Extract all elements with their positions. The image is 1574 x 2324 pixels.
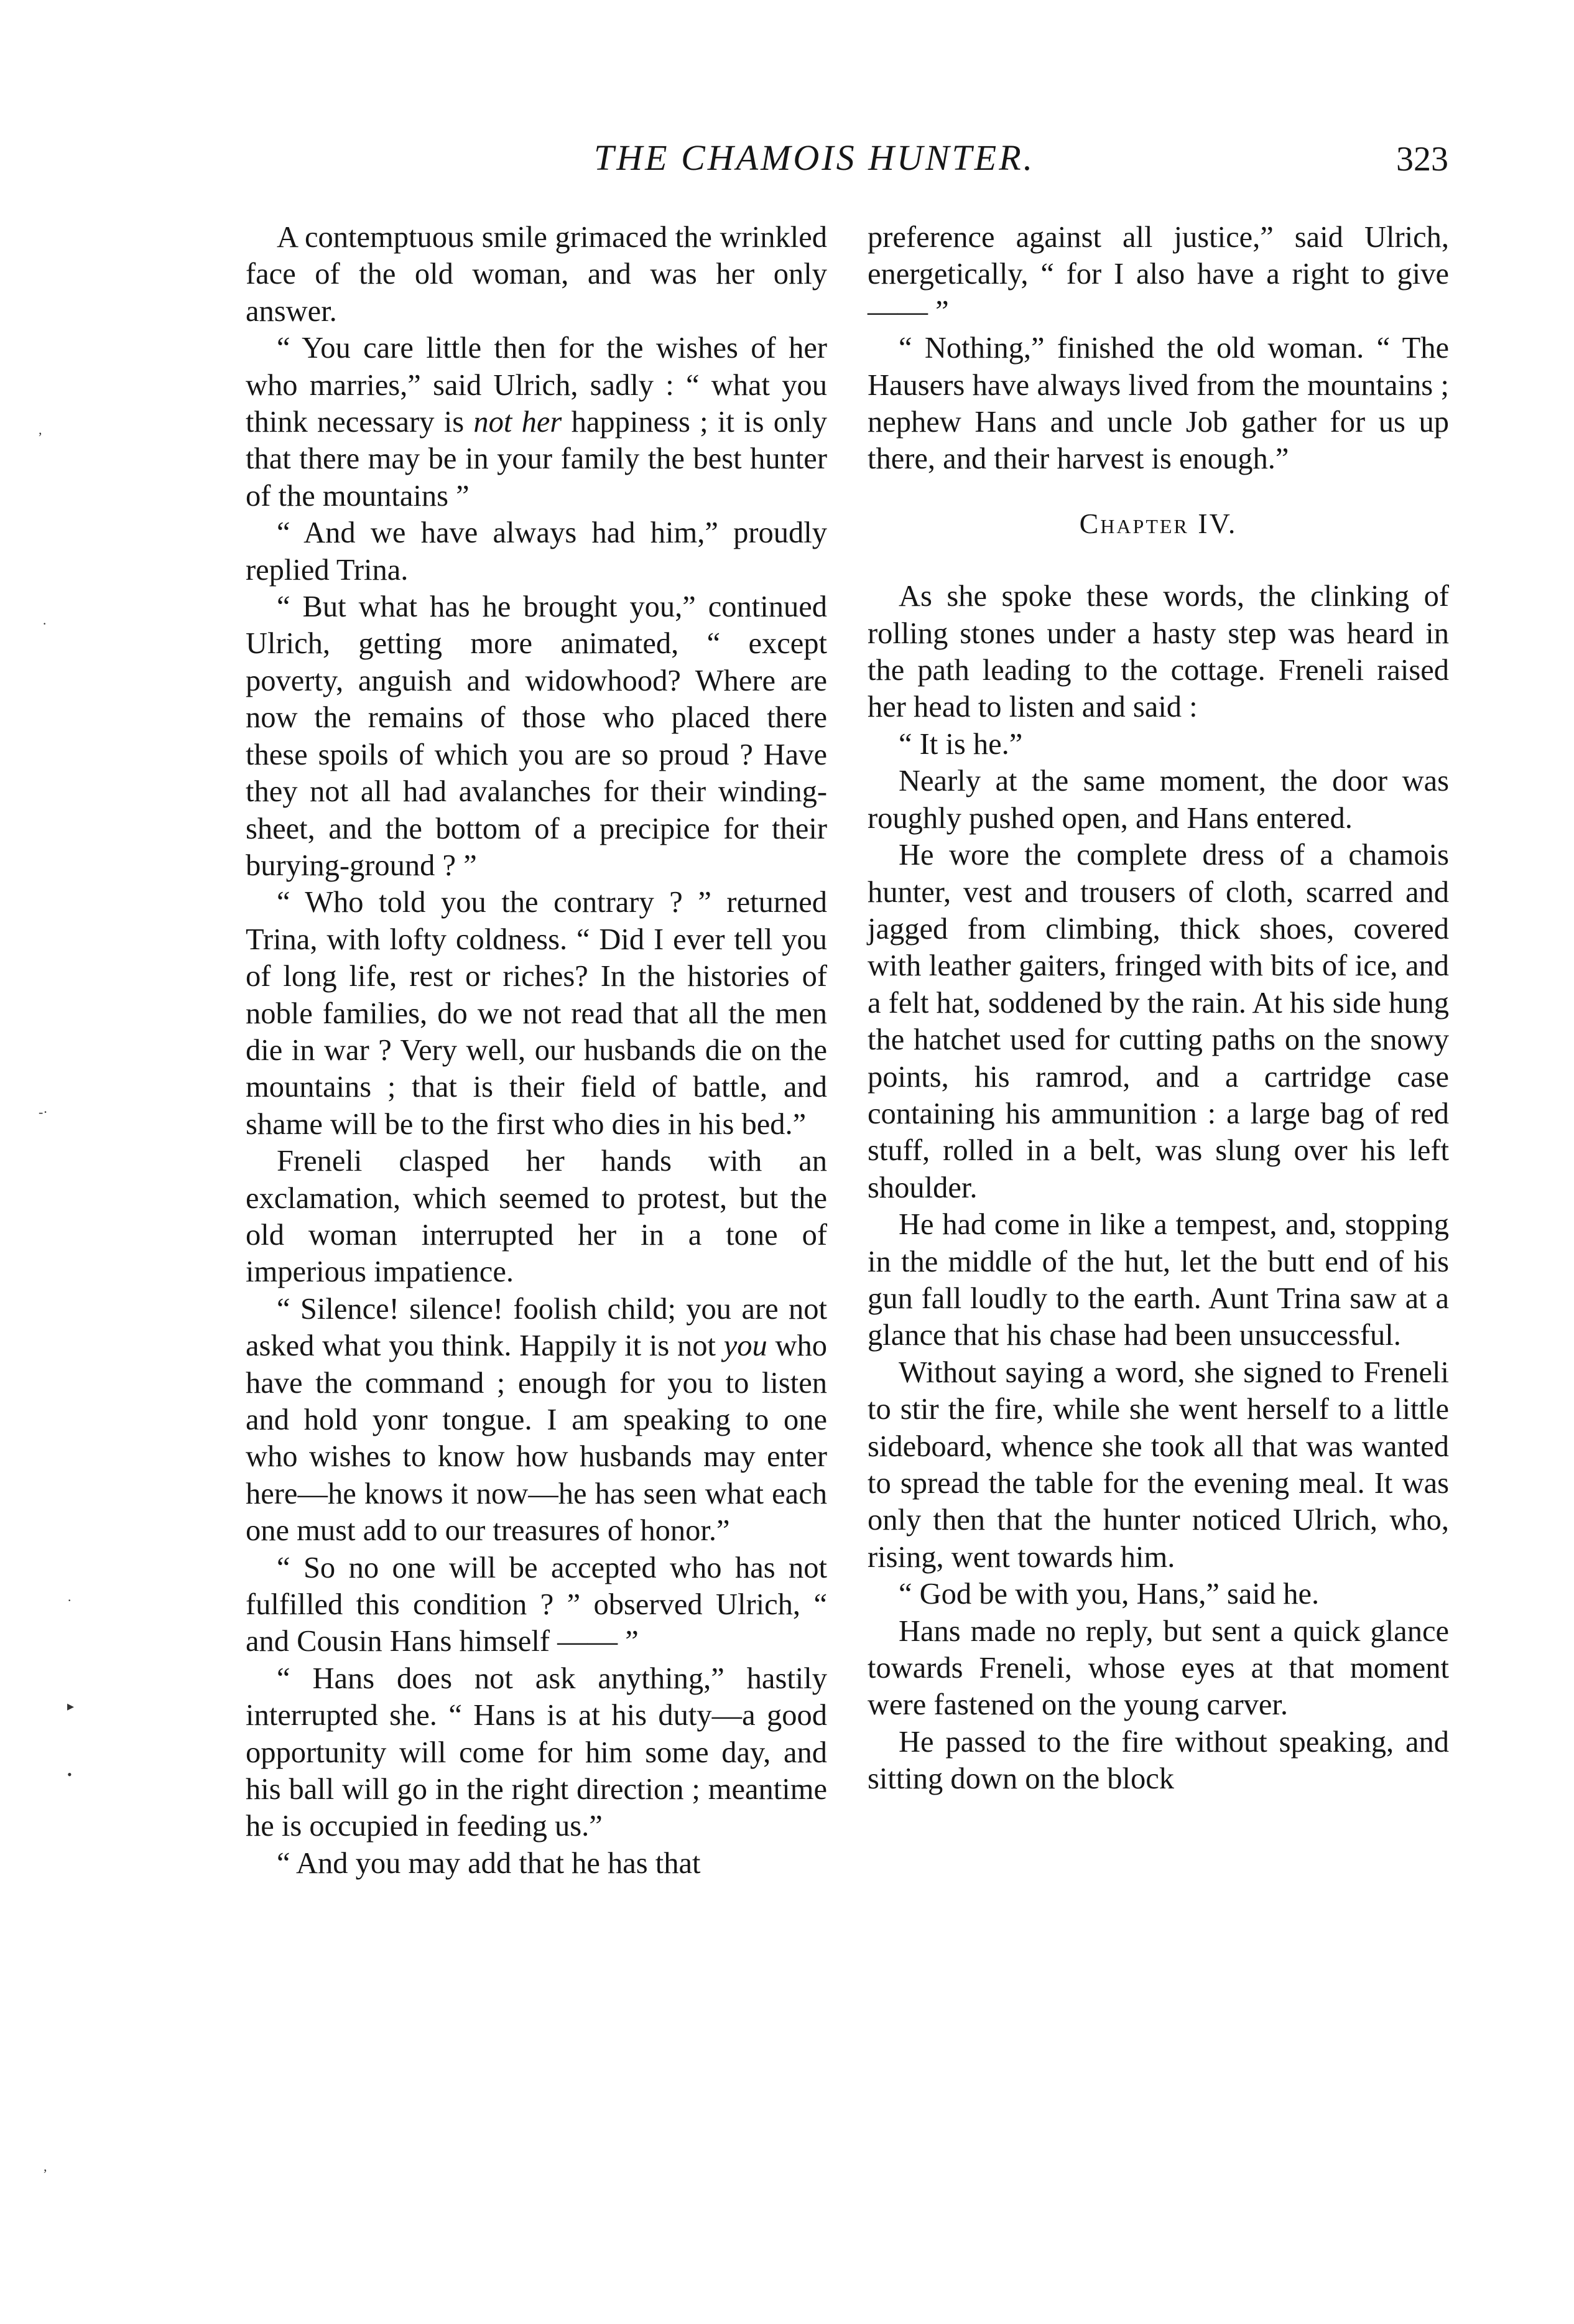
paragraph: Hans made no reply, but sent a quick glance towards Freneli, whose eyes at that moment were fastened on the young carver.: [868, 1614, 1449, 1722]
paragraph-text: “ You care little then for the wishes of her who marries,” said Ulrich, sadly : “ what you think necessary is: [246, 332, 827, 439]
paragraph-continued: preference against all justice,” said Ulrich, energetically, “ for I also have a right to give —— ”: [868, 221, 1449, 328]
chapter-heading: Chapter IV.: [1079, 507, 1238, 539]
emphasis-text: not her: [473, 406, 562, 439]
paragraph: “ So no one will be accepted who has not fulfilled this condition ? ” observed Ulrich, “ and Cousin Hans himself —— ”: [246, 1551, 827, 1658]
paragraph: He had come in like a tempest, and, stopping in the middle of the hut, let the butt end of his gun fall loudly to the earth. Aunt Trina saw at a glance that his chase had been unsuccessful.: [868, 1208, 1449, 1352]
paragraph: “ And you may add that he has that: [277, 1846, 701, 1880]
margin-speck: ▸: [67, 1698, 75, 1714]
paragraph-text: happiness ; it is only that there may be in your family the best hunter of the mountains ”: [246, 406, 827, 513]
paragraph: Without saying a word, she signed to Freneli to stir the fire, while she went herself to a little sideboard, whence she took all that was wanted to spread the table for the evening meal. It was only then that the hunter noticed Ulrich, who, rising, went towards him.: [868, 1355, 1449, 1574]
paragraph: [246, 1291, 827, 1550]
page-number: 323: [1396, 140, 1448, 179]
paragraph: Nearly at the same moment, the door was roughly pushed open, and Hans entered.: [868, 765, 1449, 835]
paragraph: A contemptuous smile grimaced the wrinkled face of the old woman, and was her only answer.: [246, 221, 827, 328]
right-column: [868, 219, 1449, 1798]
paragraph: “ Hans does not ask anything,” hastily interrupted she. “ Hans is at his duty—a good opportunity will come for him some day, and his ball will go in the right direction ; meantime he is occupied in feeding us.”: [246, 1662, 827, 1843]
paragraph: “ Who told you the contrary ? ” returned Trina, with lofty coldness. “ Did I ever tell you of long life, rest or riches? In the histories of noble families, do we not read that all the men die in war ? Very well, our husbands die on the mountains ; that is their field of battle, and shame will be to the first who dies in his bed.”: [246, 886, 827, 1141]
running-head: [0, 137, 1574, 187]
paragraph: Freneli clasped her hands with an exclamation, which seemed to protest, but the old woman interrupted her in a tone of imperious impatience.: [246, 1145, 827, 1289]
paragraph-text: who have the command ; enough for you to listen and hold yonr tongue. I am speaking to one who wishes to know how husbands may enter here—he knows it now—he has seen what each one must add to our treasures of honor.”: [246, 1329, 827, 1548]
paragraph: He passed to the fire without speaking, and sitting down on the block: [868, 1725, 1449, 1796]
margin-speck: ·: [67, 1592, 72, 1608]
paragraph: He wore the complete dress of a chamois hunter, vest and trousers of cloth, scarred and jagged from climbing, thick shoes, covered with leather gaiters, fringed with bits of ice, and a felt hat, soddened by the rain. At his side hung the hatchet used for cutting paths on the snowy points, his ramrod, and a cartridge case containing his ammunition : a large bag of red stuff, rolled in a belt, was slung over his left shoulder.: [868, 839, 1449, 1204]
margin-speck: -·: [39, 1104, 48, 1120]
paragraph-text: “ Silence! silence! foolish child; you are not asked what you think. Happily it is not: [246, 1292, 827, 1363]
paragraph: “ And we have always had him,” proudly replied Trina.: [246, 516, 827, 587]
margin-speck: ,: [39, 422, 42, 437]
paragraph: “ Nothing,” finished the old woman. “ The Hausers have always lived from the mountains ; nephew Hans and uncle Job gather for us up there, and their harvest is enough.”: [868, 332, 1449, 476]
running-title: THE CHAMOIS HUNTER.: [594, 137, 1035, 178]
margin-speck: ·: [42, 616, 47, 631]
paragraph: As she spoke these words, the clinking of rolling stones under a hasty step was heard in the path leading to the cottage. Freneli raised her head to listen and said :: [868, 580, 1449, 724]
margin-speck: •: [67, 1767, 72, 1782]
paragraph: “ God be with you, Hans,” said he.: [899, 1578, 1320, 1611]
margin-speck: ,: [44, 2159, 47, 2174]
paragraph: “ But what has he brought you,” continued Ulrich, getting more animated, “ except poverty, anguish and widowhood? Where are now the remains of those who placed there these spoils of which you are so proud ? Have they not all had avalanches for their winding-sheet, and the bottom of a precipice for their burying-ground ? ”: [246, 590, 827, 882]
paragraph: “ It is he.”: [899, 727, 1023, 761]
paragraph: [246, 330, 827, 514]
left-column: [246, 219, 827, 1882]
emphasis-text: you: [723, 1329, 767, 1363]
